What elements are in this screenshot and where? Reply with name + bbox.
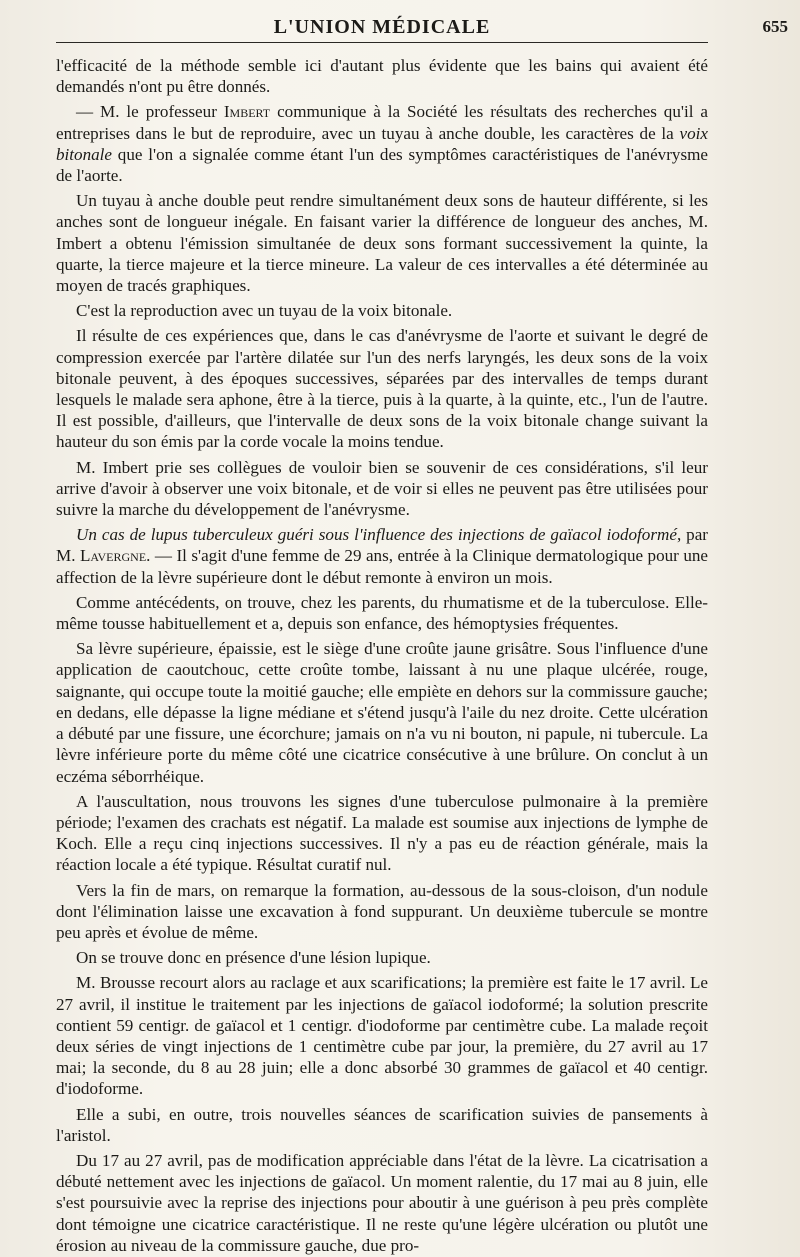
paragraph: Elle a subi, en outre, trois nouvelles séances de scarification suivies de pansements à l'aristol. — [56, 1104, 708, 1145]
paragraph: A l'auscultation, nous trouvons les signes d'une tuberculose pulmonaire à la première période; l'examen des crachats est négatif. La malade est soumise aux injections de lymphe de Koch. Elle a reçu cinq injections successives. Il n'y a pas eu de réaction générale, mais la réaction locale a été typique. Résultat curatif nul. — [56, 791, 708, 875]
author-name: Lavergne — [79, 546, 147, 566]
paragraph: C'est la reproduction avec un tuyau de la voix bitonale. — [76, 301, 453, 321]
running-header — [56, 14, 788, 43]
section-title: Un cas de lupus tuberculeux guéri sous l'influence des injections de gaïacol iodoformé — [76, 525, 677, 545]
article-body — [56, 55, 708, 1256]
paragraph: — M. le professeur Imbert communique à la Société les résultats des recherches qu'il a entreprises dans le but de reproduire, avec un tuyau à anche double, les caractères de la voix bitonale que l'on a signalée comme étant l'un des symptômes caractéristiques de l'anévrysme de l'aorte. — [56, 102, 708, 186]
paragraph: M. Imbert prie ses collègues de vouloir bien se souvenir de ces considérations, s'il leur arrive d'avoir à observer une voix bitonale, et de voir si elles ne peuvent pas être utilisées pour suivre la marche du développement de l'anévrysme. — [56, 457, 708, 520]
paragraph: Sa lèvre supérieure, épaissie, est le siège d'une croûte jaune grisâtre. Sous l'influence d'une application de caoutchouc, cette croûte tombe, laissant à nu une plaque ulcérée, rouge, saignante, qui occupe toute la moitié gauche; elle empiète en dehors sur la commissure gauche; en dedans, elle dépasse la ligne médiane et s'étend jusqu'à l'aile du nez droite. Cette ulcération a débuté par une fissure, une écorchure; jamais on n'a vu ni bouton, ni papule, ni tubercule. La lèvre inférieure porte du même côté une cicatrice consécutive à une brûlure. On conclut à un eczéma séborrhéique. — [56, 639, 708, 786]
paragraph: Vers la fin de mars, on remarque la formation, au-dessous de la sous-cloison, d'un nodule dont l'élimination laisse une excavation à fond suppurant. Un deuxième tubercule se montre peu après et évolue de même. — [56, 880, 708, 942]
paragraph: Un tuyau à anche double peut rendre simultanément deux sons de hauteur différente, si les anches sont de longueur inégale. En faisant varier la différence de longueur des anches, M. Imbert a obtenu l'émission simultanée de deux sons formant successivement la quinte, la quarte, la tierce majeure et la tierce mineure. La valeur de ces intervalles a été déterminée au moyen de tracés graphiques. — [56, 191, 708, 296]
emphasis: voix bitonale — [56, 123, 708, 164]
paragraph: Comme antécédents, on trouve, chez les parents, du rhumatisme et de la tuberculose. Elle-même tousse habituellement et a, depuis son enfance, des hémoptysies fréquentes. — [56, 592, 708, 634]
paragraph: Il résulte de ces expériences que, dans le cas d'anévrysme de l'aorte et suivant le degré de compression exercée par l'artère dilatée sur l'un des nerfs laryngés, les deux sons de la voix bitonale peuvent, à des époques successives, séparées par des intervalles de temps durant lesquels le malade sera aphone, être à la tierce, puis à la quarte, à la quinte, etc., l'un de l'autre. Il est possible, d'ailleurs, que l'intervalle de deux sons de la voix bitonale change suivant la hauteur du son émis par la corde vocale la moins tendue. — [56, 326, 708, 452]
paragraph: Un cas de lupus tuberculeux guéri sous l'influence des injections de gaïacol iodoformé, par M. Lavergne. — Il s'agit d'une femme de 29 ans, entrée à la Clinique dermatologique pour une affection de la lèvre supérieure dont le début remonte à environ un mois. — [56, 525, 709, 587]
journal-title: L'UNION MÉDICALE — [273, 16, 491, 38]
paragraph: Du 17 au 27 avril, pas de modification appréciable dans l'état de la lèvre. La cicatrisation a débuté nettement avec les injections de gaïacol. Un moment ralentie, du 17 mai au 8 juin, elle s'est poursuivie avec la reprise des injections pour aboutir à une guérison à peu près complète dont témoigne une cicatrice caractéristique. Il ne reste qu'une légère ulcération ou plutôt une érosion au niveau de la commissure gauche, due pro- — [56, 1150, 708, 1255]
paragraph: On se trouve donc en présence d'une lésion lupique. — [76, 948, 431, 968]
paragraph: M. Brousse recourt alors au raclage et aux scarifications; la première est faite le 17 avril. Le 27 avril, il institue le traitement par les injections de gaïacol iodoformé; la solution prescrite contient 59 centigr. de gaïacol et 1 centigr. d'iodoforme par centimètre cube. La malade reçoit deux séries de vingt injections de 1 centimètre cube par jour, la première, du 27 avril au 17 mai; la seconde, du 8 au 28 juin; elle a donc absorbé 30 grammes de gaïacol et 40 centigr. d'iodoforme. — [56, 973, 708, 1099]
page-number: 655 — [762, 17, 788, 36]
paragraph: l'efficacité de la méthode semble ici d'autant plus évidente que les bains qui avaient été demandés n'ont pu être donnés. — [56, 56, 708, 97]
author-name: Imbert — [223, 102, 271, 122]
